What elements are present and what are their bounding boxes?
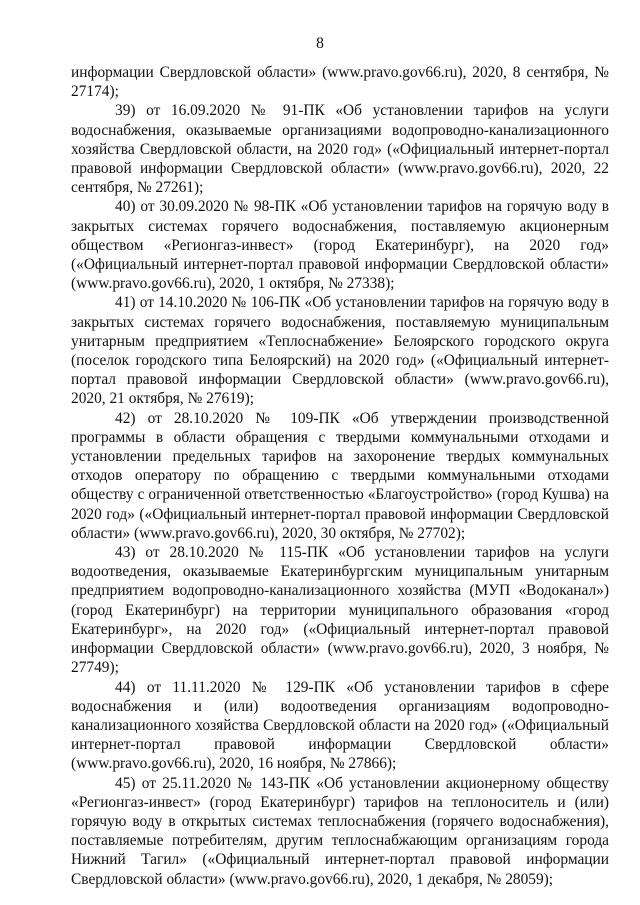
list-item-41: 41) от 14.10.2020 № 106-ПК «Об установлении тарифов на горячую воду в закрытых системах горячего водоснабжения, поставляемую муниципальным унитарным предприятием «Теплоснабжение» Белоярского городского округа (поселок городского типа Белоярский) на 2020 год» («Официальный интернет-портал правовой информации Свердловской области» (www.pravo.gov66.ru), 2020, 21 октября, № 27619); bbox=[71, 294, 609, 408]
list-item-43: 43) от 28.10.2020 № 115-ПК «Об установлении тарифов на услуги водоотведения, оказываемые Екатеринбургским муниципальным унитарным предприятием водопроводно-канализационного хозяйства (МУП «Водоканал») (город Екатеринбург) на территории муниципального образования «город Екатеринбург», на 2020 год» («Официальный интернет-портал правовой информации Свердловской области» (www.pravo.gov66.ru), 2020, 3 ноября, № 27749); bbox=[71, 544, 609, 677]
list-item-39: 39) от 16.09.2020 № 91-ПК «Об установлении тарифов на услуги водоснабжения, оказываемые организациями водопроводно-канализационного хозяйства Свердловской области, на 2020 год» («Официальный интернет-портал правовой информации Свердловской области» (www.pravo.gov66.ru), 2020, 22 сентября, № 27261); bbox=[71, 102, 609, 197]
list-item-45: 45) от 25.11.2020 № 143-ПК «Об установлении акционерному обществу «Регионгаз-инвест» (город Екатеринбург) тарифов на теплоноситель и (или) горячую воду в открытых системах теплоснабжения (горячего водоснабжения), поставляемые потребителям, другим теплоснабжающим организациям города Нижний Тагил» («Официальный интернет-портал правовой информации Свердловской области» (www.pravo.gov66.ru), 2020, 1 декабря, № 28059); bbox=[71, 774, 609, 888]
list-item-44: 44) от 11.11.2020 № 129-ПК «Об установлении тарифов в сфере водоснабжения и (или) водоотведения организациям водопроводно-канализационного хозяйства Свердловской области на 2020 год» («Официальный интернет-портал правовой информации Свердловской области» (www.pravo.gov66.ru), 2020, 16 ноября, № 27866); bbox=[71, 678, 609, 773]
page-number: 8 bbox=[316, 35, 324, 52]
paragraph-continuation: информации Свердловской области» (www.pravo.gov66.ru), 2020, 8 сентября, № 27174); bbox=[71, 64, 609, 101]
list-item-40: 40) от 30.09.2020 № 98-ПК «Об установлении тарифов на горячую воду в закрытых системах горячего водоснабжения, поставляемую акционерным обществом «Регионгаз-инвест» (город Екатеринбург), на 2020 год» («Официальный интернет-портал правовой информации Свердловской области» (www.pravo.gov66.ru), 2020, 1 октября, № 27338); bbox=[71, 198, 609, 293]
document-body bbox=[71, 63, 609, 889]
list-item-42: 42) от 28.10.2020 № 109-ПК «Об утверждении производственной программы в области обращения с твердыми коммунальными отходами и установлении предельных тарифов на захоронение твердых коммунальных отходов оператору по обращению с твердыми коммунальными отходами обществу с ограниченной ответственностью «Благоустройство» (город Кушва) на 2020 год» («Официальный интернет-портал правовой информации Свердловской области» (www.pravo.gov66.ru), 2020, 30 октября, № 27702); bbox=[71, 409, 609, 542]
